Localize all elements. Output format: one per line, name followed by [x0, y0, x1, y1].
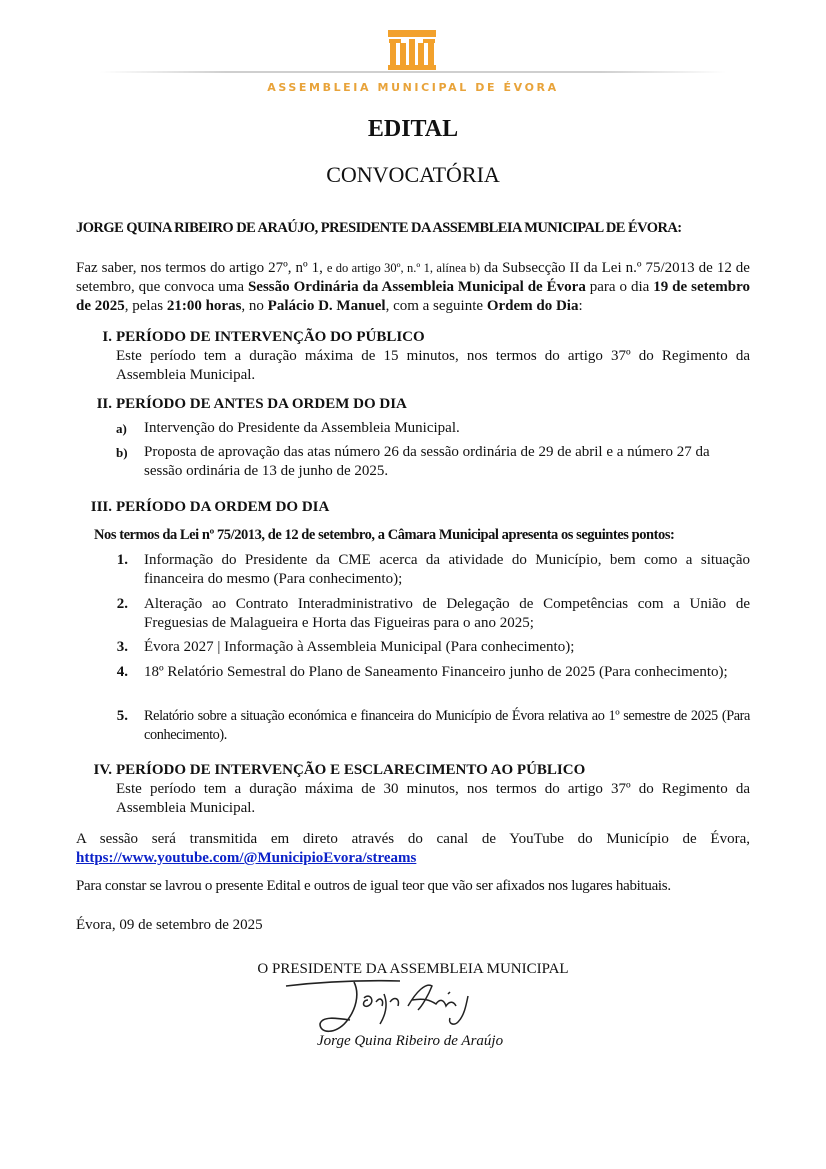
edital-date: Évora, 09 de setembro de 2025	[76, 917, 263, 933]
point-text: Évora 2027 | Informação à Assembleia Municipal (Para conhecimento);	[144, 639, 575, 655]
item-text: Proposta de aprovação das atas número 26 da sessão ordinária de 29 de abril e a número 27 da sessão ordinária de 13 de junho de 2025.	[144, 444, 710, 479]
point-text: Alteração ao Contrato Interadministrativo de Delegação de Competências com a União de Freguesias de Malagueira e Horta das Figueiras para o ano 2025;	[144, 596, 750, 631]
point-text: 18º Relatório Semestral do Plano de Saneamento Financeiro junho de 2025 (Para conhecimento);	[144, 664, 728, 680]
point-number: 5.	[116, 708, 128, 724]
section-number: III.	[90, 499, 112, 515]
org-name: ASSEMBLEIA MUNICIPAL DE ÉVORA	[267, 81, 559, 94]
point-number: 4.	[116, 664, 128, 680]
item-letter: b)	[116, 445, 128, 460]
signatory-name: Jorge Quina Ribeiro de Araújo	[317, 1033, 504, 1049]
intro-paragraph: Faz saber, nos termos do artigo 27º, nº 1, e do artigo 30º, n.º 1, alínea b) da Subsecção II da Lei n.º 75/2013 de 12 de setembro, que convoca uma Sessão Ordinária da Assembleia Municipal de Évora para o dia 19 de setembro de 2025, pelas 21:00 horas, no Palácio D. Manuel, com a seguinte Ordem do Dia:	[76, 260, 750, 314]
section-title: PERÍODO DE INTERVENÇÃO E ESCLARECIMENTO AO PÚBLICO	[116, 762, 586, 778]
section-number: I.	[102, 329, 112, 345]
youtube-stream-link[interactable]: https://www.youtube.com/@MunicipioEvora/streams	[76, 850, 417, 866]
section-title: PERÍODO DE INTERVENÇÃO DO PÚBLICO	[116, 329, 425, 345]
header-divider	[100, 71, 726, 73]
point-number: 2.	[116, 596, 128, 612]
handwritten-signature	[280, 972, 500, 1036]
constar-paragraph: Para constar se lavrou o presente Edital e outros de igual teor que vão ser afixados nos lugares habituais.	[76, 878, 671, 894]
section-body: Este período tem a duração máxima de 30 minutos, nos termos do artigo 37º do Regimento da Assembleia Municipal.	[116, 781, 750, 816]
section-3-note: Nos termos da Lei nº 75/2013, de 12 de setembro, a Câmara Municipal apresenta os seguintes pontos:	[94, 527, 675, 543]
point-number: 3.	[116, 639, 128, 655]
item-letter: a)	[116, 421, 127, 436]
section-title: PERÍODO DA ORDEM DO DIA	[116, 499, 330, 515]
page-title: EDITAL	[367, 116, 459, 142]
section-number: IV.	[93, 762, 112, 778]
section-title: PERÍODO DE ANTES DA ORDEM DO DIA	[116, 396, 407, 412]
section-body: Este período tem a duração máxima de 15 minutos, nos termos do artigo 37º do Regimento da Assembleia Municipal.	[116, 348, 750, 383]
stream-paragraph: A sessão será transmitida em direto através do canal de YouTube do Município de Évora, https://www.youtube.com/@MunicipioEvora/streams	[76, 831, 750, 866]
point-number: 1.	[116, 552, 128, 568]
section-number: II.	[96, 396, 112, 412]
page-subtitle: CONVOCATÓRIA	[326, 162, 500, 187]
president-heading: JORGE QUINA RIBEIRO DE ARAÚJO, PRESIDENTE DA ASSEMBLEIA MUNICIPAL DE ÉVORA:	[76, 220, 682, 236]
assembleia-logo-icon	[388, 30, 436, 70]
item-text: Intervenção do Presidente da Assembleia Municipal.	[144, 420, 460, 436]
signature-title: O PRESIDENTE DA ASSEMBLEIA MUNICIPAL	[257, 961, 569, 977]
point-text: Informação do Presidente da CME acerca da atividade do Município, bem como a situação financeira do mesmo (Para conhecimento);	[144, 552, 750, 587]
point-text: Relatório sobre a situação económica e financeira do Município de Évora relativa ao 1º semestre de 2025 (Para conhecimento).	[144, 708, 750, 743]
